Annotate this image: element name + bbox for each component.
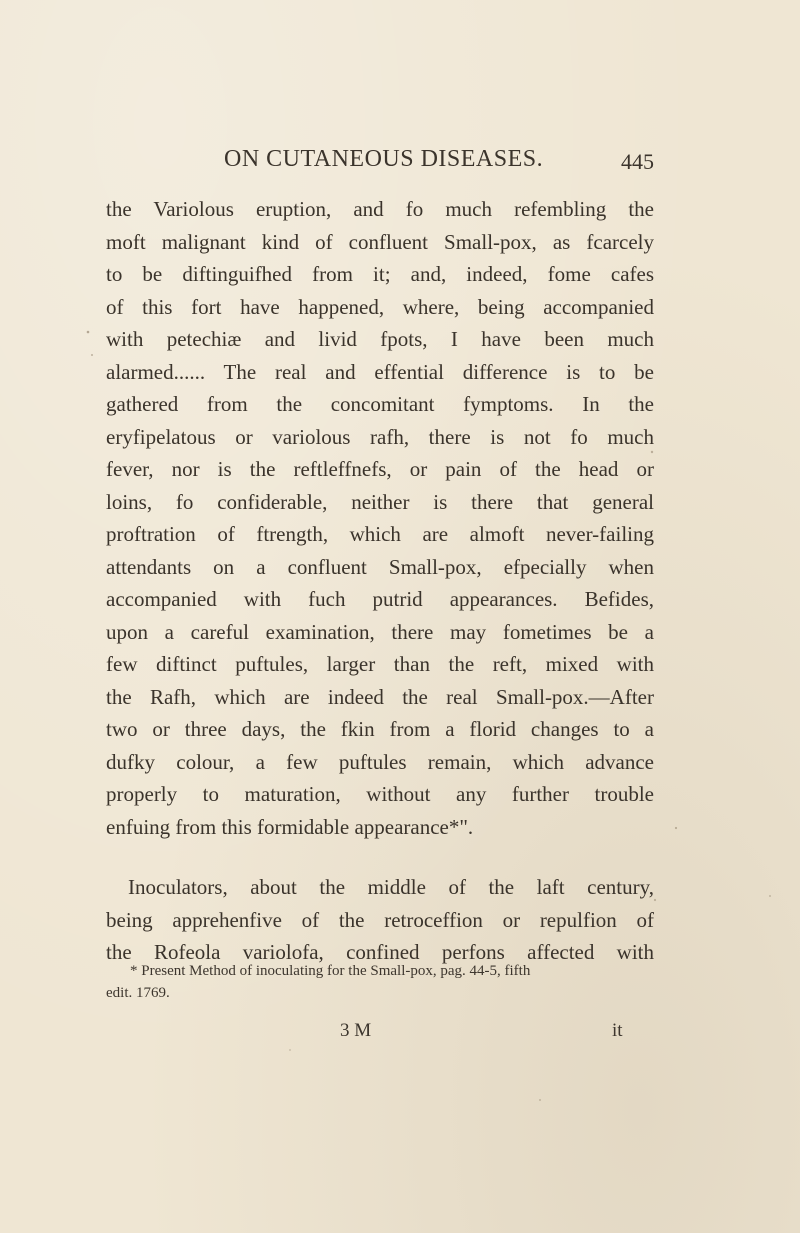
- text-line: enfuing from this formidable appearance*".: [106, 814, 474, 839]
- text-line: few diftinct puftules, larger than the reft, mixed with: [106, 652, 654, 676]
- running-head: ON CUTANEOUS DISEASES.: [224, 146, 544, 172]
- text-line: being apprehenfive of the retroceffion or repulfion of: [106, 907, 654, 932]
- page-number: 445: [621, 149, 654, 174]
- text-line: to be diftinguifhed from it; and, indeed, fome cafes: [106, 262, 654, 286]
- catchword: it: [612, 1020, 623, 1041]
- paragraph-1: [106, 193, 654, 843]
- text-line: two or three days, the fkin from a florid changes to a: [106, 717, 654, 741]
- text-line: eryfipelatous or variolous rafh, there is not fo much: [106, 424, 654, 449]
- text-line: properly to maturation, without any further trouble: [106, 782, 654, 806]
- text-line: moft malignant kind of confluent Small-pox, as fcarcely: [106, 229, 654, 254]
- page-header: [224, 146, 654, 180]
- text-line: of this fort have happened, where, being accompanied: [106, 294, 654, 319]
- text-line: Inoculators, about the middle of the laft century,: [128, 875, 654, 899]
- text-line: the Variolous eruption, and fo much refembling the: [106, 197, 654, 221]
- paragraph-2: [106, 871, 654, 969]
- text-line: accompanied with fuch putrid appearances. Befides,: [106, 587, 654, 611]
- text-line: alarmed...... The real and effential difference is to be: [106, 359, 654, 384]
- footnote: [106, 960, 654, 1004]
- footnote-line: * Present Method of inoculating for the Small-pox, pag. 44-5, fifth: [130, 963, 531, 979]
- body-text: [106, 193, 654, 969]
- text-line: the Rofeola variolofa, confined perfons affected with: [106, 940, 654, 964]
- footnote-line: edit. 1769.: [106, 985, 170, 1001]
- text-line: gathered from the concomitant fymptoms. In the: [106, 392, 654, 416]
- text-line: proftration of ftrength, which are almoft never-failing: [106, 522, 654, 546]
- text-line: loins, fo confiderable, neither is there that general: [106, 489, 654, 514]
- text-line: fever, nor is the reftleffnefs, or pain of the head or: [106, 457, 654, 481]
- text-line: upon a careful examination, there may fometimes be a: [106, 619, 654, 644]
- text-line: attendants on a confluent Small-pox, efpecially when: [106, 554, 654, 579]
- signature-mark: 3 M: [340, 1020, 372, 1041]
- text-line: the Rafh, which are indeed the real Small-pox.—After: [106, 684, 654, 709]
- text-line: with petechiæ and livid fpots, I have been much: [106, 327, 654, 351]
- text-line: dufky colour, a few puftules remain, which advance: [106, 749, 654, 774]
